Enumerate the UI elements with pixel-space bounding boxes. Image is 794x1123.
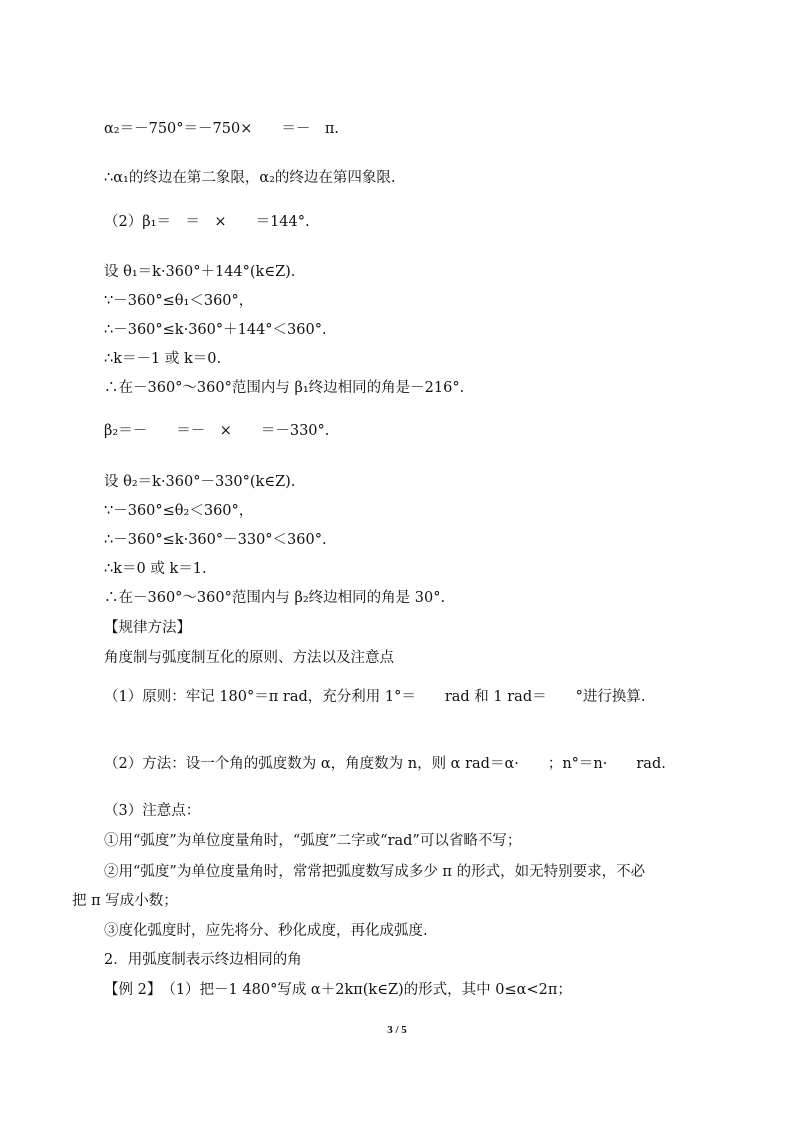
section-heading-2: 2．用弧度制表示终边相同的角: [104, 952, 302, 968]
text-line-10: 设 θ₂＝k·360°－330°(k∈Z).: [104, 474, 296, 490]
text-line-13: ∴k＝0 或 k＝1.: [104, 561, 207, 577]
text-line-14: ∴在－360°～360°范围内与 β₂终边相同的角是 30°.: [104, 590, 446, 606]
page-number: 3 / 5: [387, 1024, 407, 1036]
text-line-19: （3）注意点：: [104, 803, 201, 819]
text-line-2: ∴α₁的终边在第二象限，α₂的终边在第四象限.: [104, 170, 396, 186]
text-line-17: （1）原则：牢记 180°＝π rad，充分利用 1°＝ rad 和 1 rad＝ °进行换算.: [104, 689, 646, 705]
text-line-9: β₂＝－ ＝－ × ＝－330°.: [104, 423, 330, 439]
text-line-6: ∴－360°≤k·360°＋144°＜360°.: [104, 322, 327, 338]
text-line-4: 设 θ₁＝k·360°＋144°(k∈Z).: [104, 264, 296, 280]
example-2-prompt: 【例 2】 （1）把－1 480°写成 α＋2kπ(k∈Z)的形式，其中 0≤α<2π；: [104, 982, 572, 998]
text-line-1: α₂＝－750°＝－750× ＝－ π.: [104, 121, 339, 137]
text-line-22: 把 π 写成小数；: [72, 893, 178, 909]
text-line-3: （2）β₁＝ ＝ × ＝144°.: [104, 214, 310, 230]
text-line-21: ②用“弧度”为单位度量角时，常常把弧度数写成多少 π 的形式，如无特别要求，不必: [104, 864, 646, 880]
text-line-12: ∴－360°≤k·360°－330°＜360°.: [104, 532, 327, 548]
text-line-11: ∵－360°≤θ₂＜360°，: [104, 503, 254, 519]
text-line-18: （2）方法：设一个角的弧度数为 α，角度数为 n，则 α rad＝α· ；n°＝n· rad.: [104, 756, 666, 772]
text-line-20: ①用“弧度”为单位度量角时，“弧度”二字或“rad”可以省略不写；: [104, 833, 522, 849]
text-line-8: ∴在－360°～360°范围内与 β₁终边相同的角是－216°.: [104, 380, 465, 396]
text-line-16: 角度制与弧度制互化的原则、方法以及注意点: [104, 650, 394, 666]
section-heading-method: 【规律方法】: [104, 620, 191, 636]
text-line-7: ∴k＝－1 或 k＝0.: [104, 351, 222, 367]
text-line-23: ③度化弧度时，应先将分、秒化成度，再化成弧度.: [104, 923, 428, 939]
text-line-5: ∵－360°≤θ₁＜360°，: [104, 293, 254, 309]
